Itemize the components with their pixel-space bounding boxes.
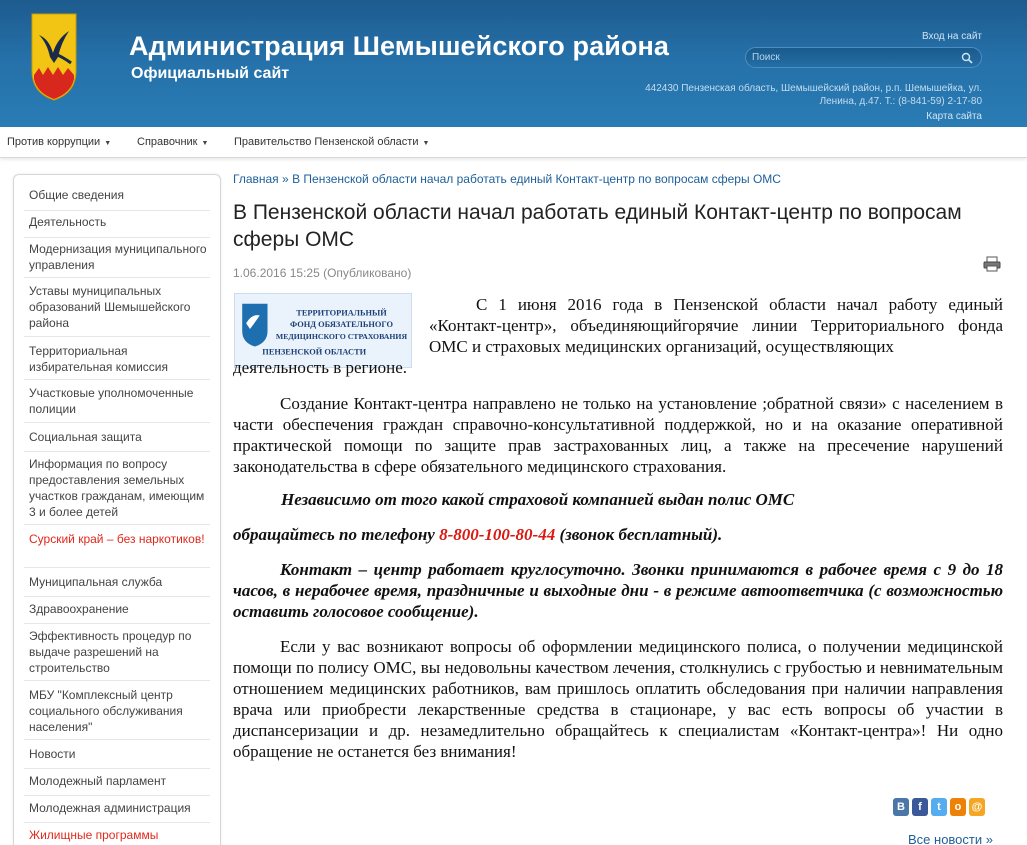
article-title: В Пензенской области начал работать единый Контакт-центр по вопросам сферы ОМС xyxy=(233,201,962,251)
divider xyxy=(24,567,210,568)
sidebar-item-youth-administration[interactable]: Молодежная администрация xyxy=(29,801,191,815)
breadcrumb-separator: » xyxy=(282,172,289,186)
article-paragraph-4 xyxy=(233,524,722,545)
sidebar-item-land-plots[interactable]: Информация по вопросу предоставления земельных участков гражданам, имеющим 3 и более детей xyxy=(29,457,205,519)
chevron-down-icon: ▼ xyxy=(104,140,112,147)
logo-line-4: ПЕНЗЕНСКОЙ ОБЛАСТИ xyxy=(262,347,367,357)
article-paragraph-2: Создание Контакт-центра направлено не только на установление ;обратной связи» с населением в части обеспечения граждан справочно-консультативной поддержкой, но и на оказание оперативной практической помощи по защите прав застрахованных лиц, а также на пресечение нарушений законодательства в сфере обязательного медицинского страхования. xyxy=(233,394,1003,476)
divider xyxy=(24,524,210,525)
logo-line-2: ФОНД ОБЯЗАТЕЛЬНОГО xyxy=(289,320,394,330)
address-line-2: Ленина, д.47. Т.: (8-841-59) 2-17-80 xyxy=(819,96,982,107)
sidebar-item-charters[interactable]: Уставы муниципальных образований Шемышейского района xyxy=(29,284,191,330)
top-navigation xyxy=(0,127,1027,158)
nav-item-government[interactable] xyxy=(234,136,429,148)
chevron-down-icon: ▼ xyxy=(422,140,430,147)
chevron-down-icon: ▼ xyxy=(201,140,209,147)
search-box xyxy=(745,47,982,68)
sidebar-item-election-commission[interactable]: Территориальная избирательная комиссия xyxy=(29,344,168,374)
divider xyxy=(24,237,210,238)
logo-line-3: МЕДИЦИНСКОГО СТРАХОВАНИЯ xyxy=(275,331,408,341)
nav-item-label: Против коррупции xyxy=(7,136,101,148)
divider xyxy=(24,336,210,337)
sidebar-item-modernization[interactable]: Модернизация муниципального управления xyxy=(29,242,207,272)
email-share-icon[interactable]: @ xyxy=(969,798,985,816)
nav-item-label: Справочник xyxy=(137,136,198,148)
twitter-share-icon[interactable]: t xyxy=(931,798,947,816)
article-paragraph-1-end: деятельность в регионе. xyxy=(233,358,408,377)
vk-share-icon[interactable]: В xyxy=(893,798,909,816)
divider xyxy=(24,623,210,624)
nav-item-anticorruption[interactable] xyxy=(7,136,111,148)
address-line-1: 442430 Пензенская область, Шемышейский район, р.п. Шемышейка, ул. xyxy=(645,83,982,94)
divider xyxy=(24,277,210,278)
article-paragraph-1: С 1 июня 2016 года в Пензенской области начал работу единый «Контакт-центр», объединяющийгорячие линии Территориального фонда ОМС и страховых медицинских организаций, осуществляющих xyxy=(429,295,1003,356)
search-icon[interactable] xyxy=(961,52,973,64)
logo-line-1: ТЕРРИТОРИАЛЬНЫЙ xyxy=(296,308,387,318)
divider xyxy=(24,210,210,211)
sidebar-item-housing-programs[interactable]: Жилищные программы xyxy=(29,828,159,842)
sitemap-link[interactable]: Карта сайта xyxy=(926,111,982,122)
breadcrumb-home-link[interactable]: Главная xyxy=(233,172,279,186)
site-subtitle: Официальный сайт xyxy=(131,65,290,82)
sidebar-item-social-protection[interactable]: Социальная защита xyxy=(29,430,142,444)
nav-item-label: Правительство Пензенской области xyxy=(234,136,419,148)
divider xyxy=(24,739,210,740)
sidebar-item-police[interactable]: Участковые уполномоченные полиции xyxy=(29,386,194,416)
sidebar-item-healthcare[interactable]: Здравоохранение xyxy=(29,602,129,616)
sidebar-item-news[interactable]: Новости xyxy=(29,747,76,761)
phone-prefix: обращайтесь по телефону xyxy=(233,525,440,544)
sidebar-item-social-center[interactable]: МБУ "Комплексный центр социального обслуживания населения" xyxy=(29,688,183,734)
sidebar-item-youth-parliament[interactable]: Молодежный парламент xyxy=(29,774,167,788)
divider xyxy=(24,596,210,597)
login-link[interactable]: Вход на сайт xyxy=(922,31,982,42)
all-news-link[interactable]: Все новости » xyxy=(908,832,993,845)
sidebar-item-activity[interactable]: Деятельность xyxy=(29,215,107,229)
site-header xyxy=(0,0,1027,127)
article-paragraph-5: Контакт – центр работает круглосуточно. Звонки принимаются в рабочее время с 9 до 18 часов, в нерабочее время, праздничные и выходные дни - в режиме автоответчика (с возможностью оставить голосовое сообщение). xyxy=(233,560,1003,621)
divider xyxy=(24,822,210,823)
divider xyxy=(24,795,210,796)
sidebar-item-municipal-service[interactable]: Муниципальная служба xyxy=(29,575,163,589)
article-paragraph-3: Независимо от того какой страховой компанией выдан полис ОМС xyxy=(281,490,795,509)
sidebar-item-construction-permits[interactable]: Эффективность процедур по выдаче разрешений на строительство xyxy=(29,629,192,675)
divider xyxy=(24,768,210,769)
breadcrumb-current: В Пензенской области начал работать единый Контакт-центр по вопросам сферы ОМС xyxy=(292,172,781,186)
site-title[interactable]: Администрация Шемышейского района xyxy=(129,31,670,61)
facebook-share-icon[interactable]: f xyxy=(912,798,928,816)
sidebar-menu xyxy=(13,174,221,845)
breadcrumb xyxy=(233,172,781,186)
hotline-phone: 8-800-100-80-44 xyxy=(439,525,556,544)
phone-suffix: (звонок бесплатный). xyxy=(555,525,723,544)
print-icon[interactable] xyxy=(983,256,1001,272)
article-meta: 1.06.2016 15:25 (Опубликовано) xyxy=(233,266,412,280)
share-buttons xyxy=(893,798,985,816)
article-paragraph-6: Если у вас возникают вопросы об оформлении медицинского полиса, о получении медицинской помощи по полису ОМС, вы недовольны качеством лечения, столкнулись с грубостью и невнимательным отношением медицинских работников, вам пришлось оплатить обследования при наличии направления врача или приобрести лекарственные средства в стационаре, у вас есть вопросы об участии в диспансеризации и др. незамедлительно обращайтесь к специалистам «Контакт-центра»! Ни одно обращение не останется без внимания! xyxy=(233,637,1003,761)
district-coat-of-arms-logo[interactable] xyxy=(31,13,77,101)
contact-address xyxy=(582,82,982,108)
divider xyxy=(24,422,210,423)
divider xyxy=(24,680,210,681)
sidebar-item-anti-drugs[interactable]: Сурский край – без наркотиков! xyxy=(29,532,205,546)
nav-item-directory[interactable] xyxy=(137,136,208,148)
search-input[interactable] xyxy=(752,50,952,65)
divider xyxy=(24,451,210,452)
odnoklassniki-share-icon[interactable]: o xyxy=(950,798,966,816)
divider xyxy=(24,379,210,380)
sidebar-item-general-info[interactable]: Общие сведения xyxy=(29,188,124,202)
